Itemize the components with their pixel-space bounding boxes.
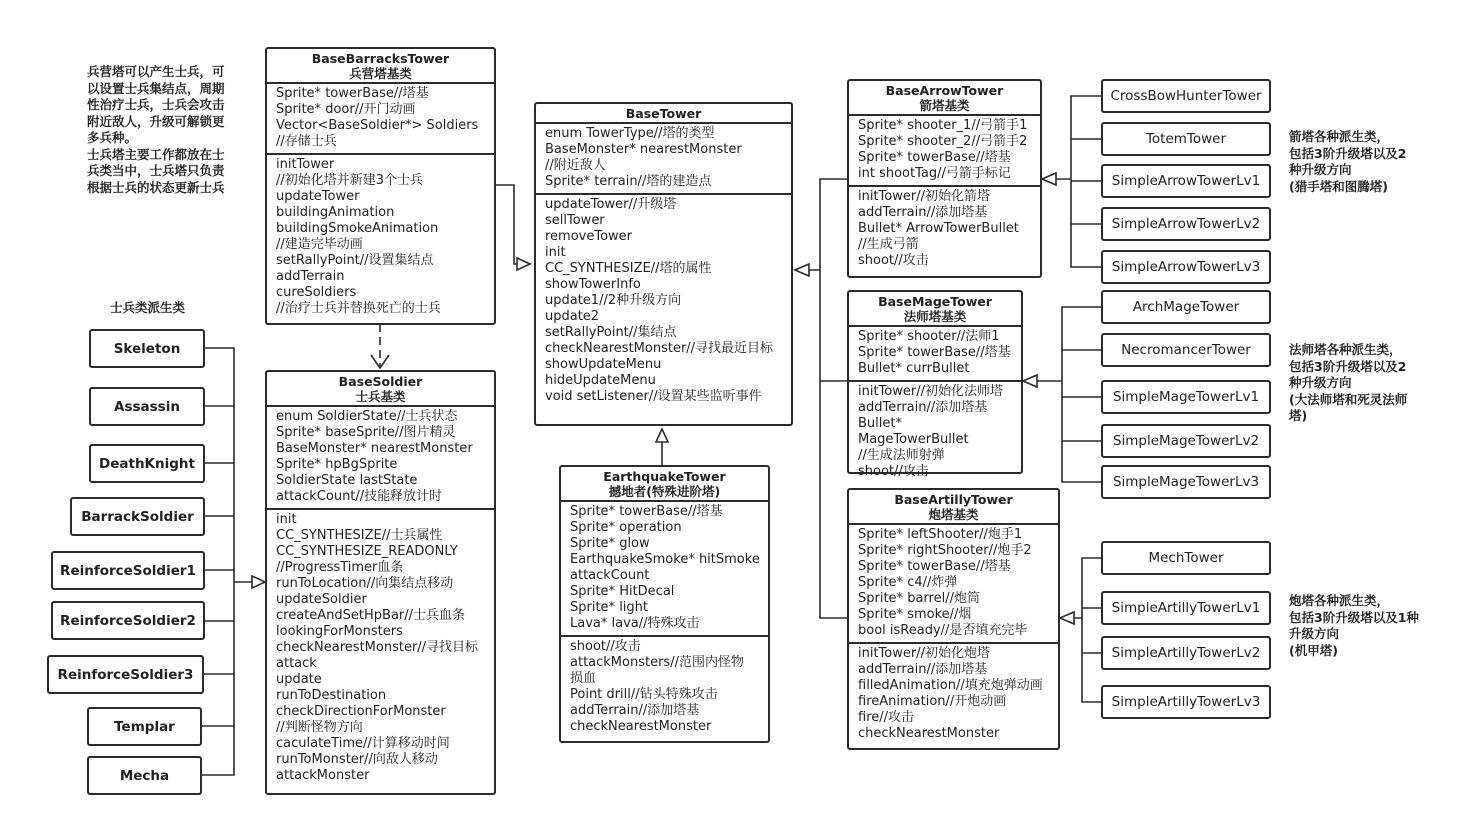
arrowhead-artillery-family: [1060, 612, 1074, 624]
arrowhead-soldier-family: [252, 576, 265, 588]
arrowhead-barracks-tower: [517, 258, 530, 270]
class-methods: [849, 380, 1021, 483]
note-mage: [1289, 342, 1407, 425]
class-methods: [849, 642, 1058, 745]
class-attributes: [849, 116, 1040, 185]
class-simple-artilly-tower-lv3[interactable]: SimpleArtillyTowerLv3: [1101, 685, 1271, 719]
class-base-tower[interactable]: [534, 102, 793, 426]
class-title: BaseTower: [625, 106, 702, 121]
note-line: 包括3阶升级塔以及1种: [1289, 609, 1419, 625]
class-subtitle: 法师塔基类: [903, 309, 967, 324]
arrowhead-arrow-family: [1042, 173, 1056, 185]
note-arrow: [1289, 129, 1406, 195]
attribute-line: Sprite* barrel//炮筒: [858, 591, 980, 606]
method-line: //初始化塔并新建3个士兵: [276, 173, 424, 188]
method-line: attack: [276, 656, 317, 671]
method-line: //建造完毕动画: [276, 237, 363, 252]
method-line: addTerrain//添加塔基: [858, 662, 988, 677]
method-line: fireAnimation//开炮动画: [858, 694, 1007, 709]
method-line: //判断怪物方向: [276, 720, 363, 735]
note-line: 士兵塔主要工作都放在士: [87, 146, 225, 162]
class-simple-mage-tower-lv2[interactable]: SimpleMageTowerLv2: [1101, 424, 1271, 458]
class-methods: [267, 508, 494, 787]
attribute-line: Sprite* glow: [570, 536, 650, 551]
link-artillery-bus: [1074, 558, 1101, 702]
class-mecha[interactable]: Mecha: [87, 756, 202, 795]
method-line: addTerrain//添加塔基: [858, 205, 988, 220]
attribute-line: Sprite* shooter//法师1: [858, 329, 1000, 344]
attribute-line: enum TowerType//塔的类型: [545, 126, 715, 141]
note-line: 炮塔各种派生类，: [1289, 593, 1390, 608]
method-line: addTerrain//添加塔基: [858, 400, 988, 415]
class-header: [267, 372, 494, 407]
attribute-line: Sprite* rightShooter//炮手2: [858, 543, 1032, 558]
class-subtitle: 箭塔基类: [919, 98, 970, 113]
method-line: CC_SYNTHESIZE_READONLY: [276, 544, 458, 559]
class-subtitle: 士兵基类: [355, 389, 406, 404]
class-simple-arrow-tower-lv1[interactable]: SimpleArrowTowerLv1: [1101, 164, 1271, 198]
method-line: cureSoldiers: [276, 285, 357, 300]
method-line: checkDirectionForMonster: [276, 704, 446, 719]
class-attributes: [536, 124, 791, 193]
class-crossbow-hunter-tower[interactable]: CrossBowHunterTower: [1101, 79, 1271, 113]
class-simple-mage-tower-lv3[interactable]: SimpleMageTowerLv3: [1101, 465, 1271, 499]
method-line: update1//2种升级方向: [545, 293, 682, 308]
soldier-subclass-heading: 士兵类派生类: [110, 300, 186, 315]
class-simple-mage-tower-lv1[interactable]: SimpleMageTowerLv1: [1101, 380, 1271, 414]
attribute-line: Sprite* towerBase//塔基: [570, 504, 723, 519]
class-header: [849, 490, 1058, 525]
attribute-line: Sprite* HitDecal: [570, 584, 675, 599]
class-subtitle: 兵营塔基类: [349, 66, 412, 81]
method-line: Bullet* ArrowTowerBullet: [858, 221, 1019, 236]
arrowhead-earthquake-tower: [656, 429, 668, 442]
arrowhead-mage-family: [1023, 375, 1037, 387]
link-tower-bus: [808, 179, 847, 618]
class-skeleton[interactable]: Skeleton: [89, 329, 205, 368]
method-line: //生成弓箭: [858, 237, 919, 252]
method-line: createAndSetHpBar//士兵血条: [276, 608, 466, 623]
method-line: initTower: [276, 157, 335, 172]
class-base-barracks-tower[interactable]: [265, 47, 496, 325]
arrowhead-tower-family: [795, 264, 809, 276]
attribute-line: bool isReady//是否填充完毕: [858, 623, 1028, 638]
note-line: 包括3阶升级塔以及2: [1289, 358, 1407, 374]
note-line: 以设置士兵集结点，周期: [87, 80, 225, 96]
note-line: 兵类当中，士兵塔只负责: [87, 163, 225, 178]
class-attributes: [849, 525, 1058, 642]
method-line: CC_SYNTHESIZE//塔的属性: [545, 261, 712, 276]
method-line: //生成法师射弹: [858, 448, 945, 463]
method-line: runToLocation//向集结点移动: [276, 576, 454, 591]
attribute-line: Bullet* currBullet: [858, 361, 970, 376]
method-line: initTower//初始化炮塔: [858, 646, 990, 661]
note-line: 种升级方向: [1289, 162, 1352, 177]
method-line: addTerrain//添加塔基: [570, 703, 700, 718]
class-subtitle: 炮塔基类: [928, 507, 979, 522]
attribute-line: BaseMonster* nearestMonster: [276, 441, 473, 456]
method-line: filledAnimation//填充炮弹动画: [858, 678, 1043, 693]
class-header: [561, 467, 768, 502]
class-reinforce-soldier2[interactable]: ReinforceSoldier2: [51, 601, 205, 640]
note-line: 塔): [1289, 408, 1308, 423]
class-attributes: [849, 327, 1021, 380]
attribute-line: Sprite* shooter_1//弓箭手1: [858, 118, 1028, 133]
class-base-artilly-tower[interactable]: [847, 488, 1060, 750]
method-line: initTower//初始化箭塔: [858, 189, 990, 204]
attribute-line: Sprite* baseSprite//图片精灵: [276, 425, 456, 440]
method-line: updateTower: [276, 189, 360, 204]
class-title: BaseArtillyTower: [894, 492, 1013, 507]
method-line: addTerrain: [276, 269, 345, 284]
class-header: [849, 81, 1040, 116]
attribute-line: Sprite* leftShooter//炮手1: [858, 527, 1023, 542]
attribute-line: Sprite* towerBase//塔基: [858, 150, 1011, 165]
attribute-line: Sprite* smoke//烟: [858, 607, 972, 622]
attribute-line: Sprite* towerBase//塔基: [858, 559, 1011, 574]
method-line: buildingSmokeAnimation: [276, 221, 439, 236]
method-line: runToDestination: [276, 688, 387, 703]
note-line: (猎手塔和图腾塔): [1289, 178, 1388, 194]
link-mage-bus: [1037, 307, 1101, 482]
method-line: void setListener//设置某些监听事件: [545, 389, 762, 404]
method-line: lookingForMonsters: [276, 624, 403, 639]
class-title: BaseArrowTower: [885, 83, 1004, 98]
method-line: initTower//初始化法师塔: [858, 384, 1003, 399]
note-line: 多兵种。: [87, 130, 138, 145]
method-line: buildingAnimation: [276, 205, 395, 220]
method-line: checkNearestMonster//寻找目标: [276, 640, 479, 655]
class-header: [849, 292, 1021, 327]
attribute-line: Sprite* door//开门动画: [276, 102, 416, 117]
attribute-line: Sprite* terrain//塔的建造点: [545, 174, 712, 189]
class-methods: [267, 153, 494, 320]
class-base-mage-tower[interactable]: [847, 290, 1023, 479]
class-methods: [849, 185, 1040, 272]
class-earthquake-tower[interactable]: [559, 465, 770, 743]
attribute-line: EarthquakeSmoke* hitSmoke: [570, 552, 760, 567]
method-line: shoot//攻击: [858, 253, 929, 268]
class-simple-artilly-tower-lv1[interactable]: SimpleArtillyTowerLv1: [1101, 591, 1271, 625]
attribute-line: attackCount//技能释放计时: [276, 489, 443, 504]
class-attributes: [267, 407, 494, 508]
attribute-line: Sprite* towerBase//塔基: [858, 345, 1011, 360]
class-simple-arrow-tower-lv2[interactable]: SimpleArrowTowerLv2: [1101, 207, 1271, 241]
note-line: 兵营塔可以产生士兵，可: [87, 64, 225, 79]
method-line: Bullet*: [858, 416, 902, 431]
method-line: shoot//攻击: [858, 464, 929, 479]
class-methods: [536, 193, 791, 408]
attribute-line: //附近敌人: [545, 158, 606, 173]
method-line: checkNearestMonster: [570, 719, 712, 734]
class-mech-tower[interactable]: MechTower: [1101, 541, 1271, 575]
method-line: checkNearestMonster//寻找最近目标: [545, 341, 774, 356]
class-base-soldier[interactable]: [265, 370, 496, 795]
class-reinforce-soldier1[interactable]: ReinforceSoldier1: [51, 551, 205, 590]
method-line: init: [545, 245, 566, 260]
class-header: [267, 49, 494, 84]
attribute-line: Sprite* shooter_2//弓箭手2: [858, 134, 1028, 149]
attribute-line: SoldierState lastState: [276, 473, 418, 488]
class-title: BaseMageTower: [878, 294, 992, 309]
note-line: 性治疗士兵，士兵会攻击: [87, 97, 225, 112]
method-line: update2: [545, 309, 600, 324]
note-line: 根据士兵的状态更新士兵: [87, 179, 225, 195]
attribute-line: int shootTag//弓箭手标记: [858, 166, 1011, 181]
method-line: sellTower: [545, 213, 605, 228]
class-title: EarthquakeTower: [603, 469, 726, 484]
method-line: setRallyPoint//集结点: [545, 325, 677, 340]
class-reinforce-soldier3[interactable]: ReinforceSoldier3: [47, 655, 204, 694]
method-line: updateSoldier: [276, 592, 367, 607]
attribute-line: BaseMonster* nearestMonster: [545, 142, 742, 157]
note-line: 包括3阶升级塔以及2: [1289, 145, 1407, 161]
class-barrack-soldier[interactable]: BarrackSoldier: [70, 497, 205, 536]
method-line: //ProgressTimer血条: [276, 560, 404, 575]
class-assassin[interactable]: Assassin: [89, 387, 205, 426]
class-base-arrow-tower[interactable]: [847, 79, 1042, 278]
attribute-line: Sprite* hpBgSprite: [276, 457, 398, 472]
method-line: MageTowerBullet: [858, 432, 969, 447]
note-artillery: [1289, 593, 1419, 659]
method-line: CC_SYNTHESIZE//士兵属性: [276, 528, 443, 543]
attribute-line: Sprite* light: [570, 600, 648, 615]
class-methods: [561, 635, 768, 738]
class-attributes: [561, 502, 768, 635]
method-line: 损血: [570, 671, 597, 686]
method-line: caculateTime//计算移动时间: [276, 736, 450, 751]
note-line: 升级方向: [1289, 626, 1340, 641]
method-line: setRallyPoint//设置集结点: [276, 253, 434, 268]
attribute-line: Sprite* operation: [570, 520, 682, 535]
method-line: runToMonster//向敌人移动: [276, 752, 438, 767]
note-line: 附近敌人，升级可解锁更: [87, 113, 225, 129]
link-soldier-bus: [202, 348, 252, 775]
class-header: [536, 104, 791, 124]
class-necromancer-tower[interactable]: NecromancerTower: [1101, 333, 1271, 367]
method-line: attackMonsters//范围内怪物: [570, 655, 744, 670]
class-templar[interactable]: Templar: [87, 707, 202, 746]
attribute-line: enum SoldierState//士兵状态: [276, 409, 458, 424]
class-title: BaseSoldier: [338, 374, 423, 389]
link-arrow-bus: [1056, 96, 1101, 267]
attribute-line: Vector<BaseSoldier*> Soldiers: [276, 118, 479, 133]
method-line: updateTower//升级塔: [545, 197, 677, 212]
note-barracks: [87, 64, 225, 196]
method-line: shoot//攻击: [570, 639, 641, 654]
class-simple-arrow-tower-lv3[interactable]: SimpleArrowTowerLv3: [1101, 250, 1271, 284]
attribute-line: Sprite* c4//炸弹: [858, 575, 958, 590]
attribute-line: Lava* lava//特殊攻击: [570, 616, 700, 631]
class-arch-mage-tower[interactable]: ArchMageTower: [1101, 290, 1271, 324]
method-line: showUpdateMenu: [545, 357, 662, 372]
attribute-line: attackCount: [570, 568, 650, 583]
method-line: update: [276, 672, 322, 687]
class-death-knight[interactable]: DeathKnight: [89, 444, 205, 483]
note-line: (机甲塔): [1289, 642, 1338, 658]
class-subtitle: 撼地者(特殊进阶塔): [608, 484, 721, 499]
method-line: hideUpdateMenu: [545, 373, 656, 388]
class-title: BaseBarracksTower: [311, 51, 450, 66]
link-barracks-to-tower: [495, 185, 530, 264]
note-line: 箭塔各种派生类，: [1289, 129, 1390, 144]
method-line: Point drill//钻头特殊攻击: [570, 687, 718, 702]
method-line: fire//攻击: [858, 710, 915, 725]
class-attributes: [267, 84, 494, 153]
method-line: init: [276, 512, 297, 527]
method-line: removeTower: [545, 229, 633, 244]
method-line: attackMonster: [276, 768, 370, 783]
method-line: showTowerInfo: [545, 277, 641, 292]
method-line: checkNearestMonster: [858, 726, 1000, 741]
note-line: 法师塔各种派生类，: [1289, 342, 1402, 357]
note-line: 种升级方向: [1289, 375, 1352, 390]
note-line: (大法师塔和死灵法师: [1289, 391, 1408, 407]
method-line: //治疗士兵并替换死亡的士兵: [276, 301, 441, 316]
class-simple-artilly-tower-lv2[interactable]: SimpleArtillyTowerLv2: [1101, 636, 1271, 670]
attribute-line: //存储士兵: [276, 134, 337, 149]
attribute-line: Sprite* towerBase//塔基: [276, 86, 429, 101]
class-totem-tower[interactable]: TotemTower: [1101, 122, 1271, 156]
